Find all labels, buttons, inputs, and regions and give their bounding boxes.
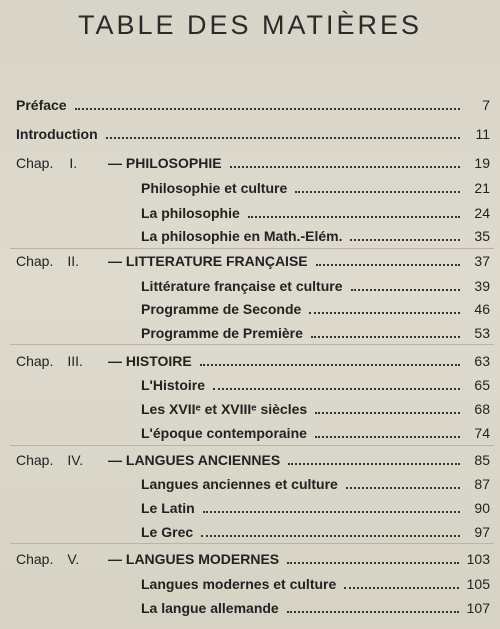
chapter-title: — PHILOSOPHIE — [108, 155, 222, 171]
toc-section[interactable] — [16, 495, 490, 517]
page-number: 37 — [474, 253, 490, 269]
page-number: 74 — [474, 425, 490, 441]
section-title: La philosophie — [141, 205, 240, 221]
toc-section[interactable] — [16, 471, 490, 493]
entry-label: Introduction — [16, 126, 98, 142]
dot-leader — [346, 487, 460, 489]
toc-entry-introduction[interactable] — [16, 121, 490, 143]
page-number: 46 — [474, 301, 490, 317]
toc-section[interactable] — [16, 595, 490, 617]
section-title: La langue allemande — [141, 600, 279, 616]
section-title: L'Histoire — [141, 377, 206, 393]
dot-leader — [200, 364, 460, 366]
page-number: 19 — [474, 155, 490, 171]
page-number: 65 — [474, 377, 490, 393]
page-number: 97 — [474, 524, 490, 540]
section-title: Littérature française et culture — [141, 278, 343, 294]
page-number: 85 — [474, 452, 490, 468]
toc-section[interactable] — [16, 296, 490, 318]
section-title: Programme de Seconde — [141, 301, 302, 317]
section-title: La philosophie en Math.-Elém. — [141, 228, 343, 244]
chapter-number: Chap. IV. — [16, 452, 84, 468]
page-number: 35 — [474, 228, 490, 244]
section-divider — [10, 445, 494, 446]
section-title: Le Latin — [141, 500, 195, 516]
page-number: 7 — [482, 97, 490, 113]
page-number: 63 — [474, 353, 490, 369]
section-title: Langues modernes et culture — [141, 576, 337, 592]
toc-chapter-4[interactable] — [16, 447, 490, 469]
dot-leader — [311, 336, 460, 338]
toc-section[interactable] — [16, 519, 490, 541]
dot-leader — [316, 264, 460, 266]
chapter-number: Chap. I. — [16, 155, 78, 171]
toc-section[interactable] — [16, 420, 490, 442]
section-title: Le Grec — [141, 524, 194, 540]
page-number: 68 — [474, 401, 490, 417]
section-divider — [10, 543, 494, 544]
page-number: 53 — [474, 325, 490, 341]
section-title: L'époque contemporaine — [141, 425, 307, 441]
page-number: 107 — [466, 600, 490, 616]
page-number: 90 — [474, 500, 490, 516]
chapter-number: Chap. II. — [16, 253, 80, 269]
dot-leader — [203, 511, 460, 513]
dot-leader — [315, 436, 460, 438]
dot-leader — [288, 463, 460, 465]
dot-leader — [75, 108, 460, 110]
dot-leader — [230, 166, 460, 168]
toc-section[interactable] — [16, 273, 490, 295]
dot-leader — [295, 191, 460, 193]
section-title: Les XVIIᵉ et XVIIIᵉ siècles — [141, 401, 308, 417]
page-number: 105 — [466, 576, 490, 592]
toc-section[interactable] — [16, 200, 490, 222]
dot-leader — [287, 562, 459, 564]
section-title: Programme de Première — [141, 325, 303, 341]
section-title: Philosophie et culture — [141, 180, 288, 196]
dot-leader — [201, 535, 460, 537]
page-number: 11 — [475, 126, 490, 142]
toc-chapter-5[interactable] — [16, 546, 490, 568]
toc-chapter-2[interactable] — [16, 248, 490, 270]
page-number: 39 — [474, 278, 490, 294]
chapter-title: — LANGUES MODERNES — [108, 551, 280, 567]
dot-leader — [213, 388, 460, 390]
page-title: TABLE DES MATIÈRES — [77, 10, 423, 40]
page-number: 87 — [474, 476, 490, 492]
toc-section[interactable] — [16, 223, 490, 245]
dot-leader — [248, 216, 460, 218]
chapter-number: Chap. V. — [16, 551, 80, 567]
dot-leader — [315, 412, 460, 414]
toc-section[interactable] — [16, 372, 490, 394]
toc-section[interactable] — [16, 320, 490, 342]
toc-section[interactable] — [16, 175, 490, 197]
chapter-title: — HISTOIRE — [108, 353, 192, 369]
chapter-title: — LANGUES ANCIENNES — [108, 452, 281, 468]
dot-leader — [287, 611, 459, 613]
page-number: 21 — [474, 180, 490, 196]
entry-label: Préface — [16, 97, 67, 113]
page-number: 24 — [474, 205, 490, 221]
page-number: 103 — [466, 551, 490, 567]
toc-chapter-3[interactable] — [16, 348, 490, 370]
dot-leader — [344, 587, 458, 589]
dot-leader — [351, 289, 460, 291]
chapter-title: — LITTERATURE FRANÇAISE — [108, 253, 308, 269]
dot-leader — [309, 312, 460, 314]
toc-section[interactable] — [16, 571, 490, 593]
chapter-number: Chap. III. — [16, 353, 83, 369]
toc-entry-preface[interactable] — [16, 92, 490, 114]
dot-leader — [106, 137, 460, 139]
dot-leader — [350, 239, 460, 241]
toc-section[interactable] — [16, 396, 490, 418]
section-divider — [10, 344, 494, 345]
section-title: Langues anciennes et culture — [141, 476, 338, 492]
toc-chapter-1[interactable] — [16, 150, 490, 172]
